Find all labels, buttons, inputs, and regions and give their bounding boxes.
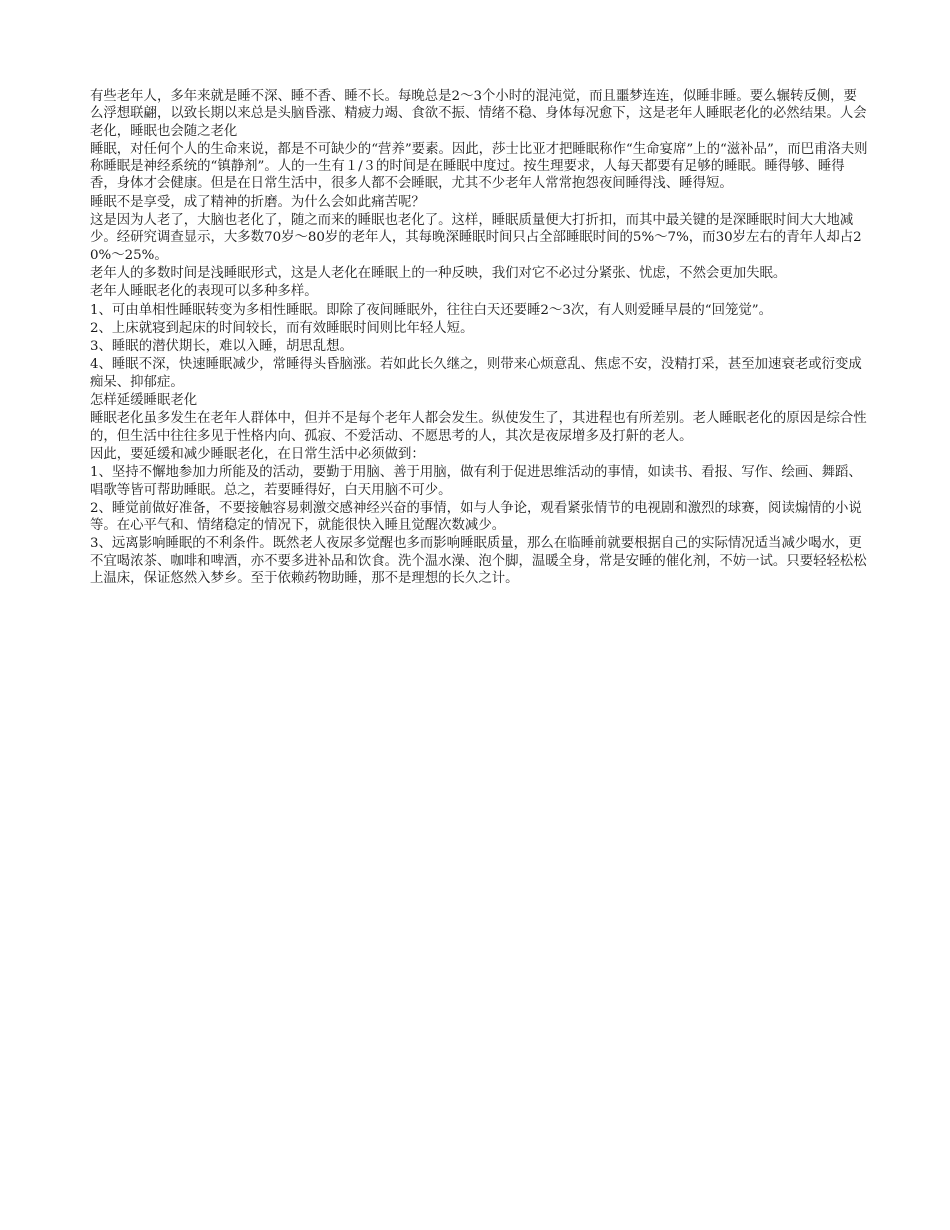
list-item-symptom-3: 3、睡眠的潜伏期长，难以入睡，胡思乱想。 [90,339,353,355]
paragraph-brain-aging: 这是因为人老了，大脑也老化了，随之而来的睡眠也老化了。这样，睡眠质量便大打折扣，而其中最关键的是深睡眠时间大大地减少。经研究调查显示，大多数70岁～80岁的老年人，其每晚深睡眠时间只占全部睡眠时间的5%～7%，而30岁左右的青年人却占20%～25%。 [90,213,862,263]
list-item-symptom-2: 2、上床就寝到起床的时间较长，而有效睡眠时间则比年轻人短。 [90,320,474,336]
paragraph-measures-intro: 因此，要延缓和减少睡眠老化，在日常生活中必须做到： [90,446,425,462]
paragraph-question: 睡眠不是享受，成了精神的折磨。为什么会如此痛苦呢？ [90,194,425,210]
paragraph-symptoms-heading: 老年人睡眠老化的表现可以多种多样。 [90,284,318,300]
list-item-symptom-1: 1、可由单相性睡眠转变为多相性睡眠。即除了夜间睡眠外，往往白天还要睡2～3次，有人则爱睡早晨的“回笼觉”。 [90,302,772,318]
paragraph-light-sleep: 老年人的多数时间是浅睡眠形式，这是人老化在睡眠上的一种反映，我们对它不必过分紧张、忧虑，不然会更加失眠。 [90,265,787,281]
section-heading-delay-aging: 怎样延缓睡眠老化 [90,393,198,409]
document-body [90,88,870,587]
list-item-measure-2: 2、睡觉前做好准备，不要接触容易刺激交感神经兴奋的事情，如与人争论，观看紧张情节的电视剧和激烈的球赛，阅读煽情的小说等。在心平气和、情绪稳定的情况下，就能很快入睡且觉醒次数减少。 [90,500,862,534]
paragraph-sleep-nutrition: 睡眠，对任何个人的生命来说，都是不可缺少的“营养”要素。因此，莎士比亚才把睡眠称作“生命宴席”上的“滋补品”，而巴甫洛夫则称睡眠是神经系统的“镇静剂”。人的一生有１/３的时间是在睡眠中度过。按生理要求，人每天都要有足够的睡眠。睡得够、睡得香，身体才会健康。但是在日常生活中，很多人都不会睡眠，尤其不少老年人常常抱怨夜间睡得浅、睡得短。 [90,141,868,192]
paragraph-causes: 睡眠老化虽多发生在老年人群体中，但并不是每个老年人都会发生。纵使发生了，其进程也有所差别。老人睡眠老化的原因是综合性的，但生活中往往多见于性格内向、孤寂、不爱活动、不愿思考的人，其次是夜尿增多及打鼾的老人。 [90,411,867,444]
list-item-measure-1: 1、坚持不懈地参加力所能及的活动，要勤于用脑、善于用脑，做有利于促进思维活动的事情，如读书、看报、写作、绘画、舞蹈、唱歌等皆可帮助睡眠。总之，若要睡得好，白天用脑不可少。 [90,465,862,498]
list-item-measure-3: 3、远离影响睡眠的不利条件。既然老人夜尿多觉醒也多而影响睡眠质量，那么在临睡前就要根据自己的实际情况适当减少喝水，更不宜喝浓茶、咖啡和啤酒，亦不要多进补品和饮食。洗个温水澡、泡个脚，温暖全身，常是安睡的催化剂，不妨一试。只要轻轻松松上温床，保证悠然入梦乡。至于依赖药物助睡，那不是理想的长久之计。 [90,536,867,587]
paragraph-intro: 有些老年人，多年来就是睡不深、睡不香、睡不长。每晚总是2～3个小时的混沌觉，而且噩梦连连，似睡非睡。要么辗转反侧，要么浮想联翩，以致长期以来总是头脑昏涨、精疲力竭、食欲不振、情绪不稳、身体每况愈下，这是老年人睡眠老化的必然结果。人会老化，睡眠也会随之老化 [90,89,867,139]
list-item-symptom-4: 4、睡眠不深，快速睡眠减少，常睡得头昏脑涨。若如此长久继之，则带来心烦意乱、焦虑不安，没精打采，甚至加速衰老或衍变成痴呆、抑郁症。 [90,357,862,390]
